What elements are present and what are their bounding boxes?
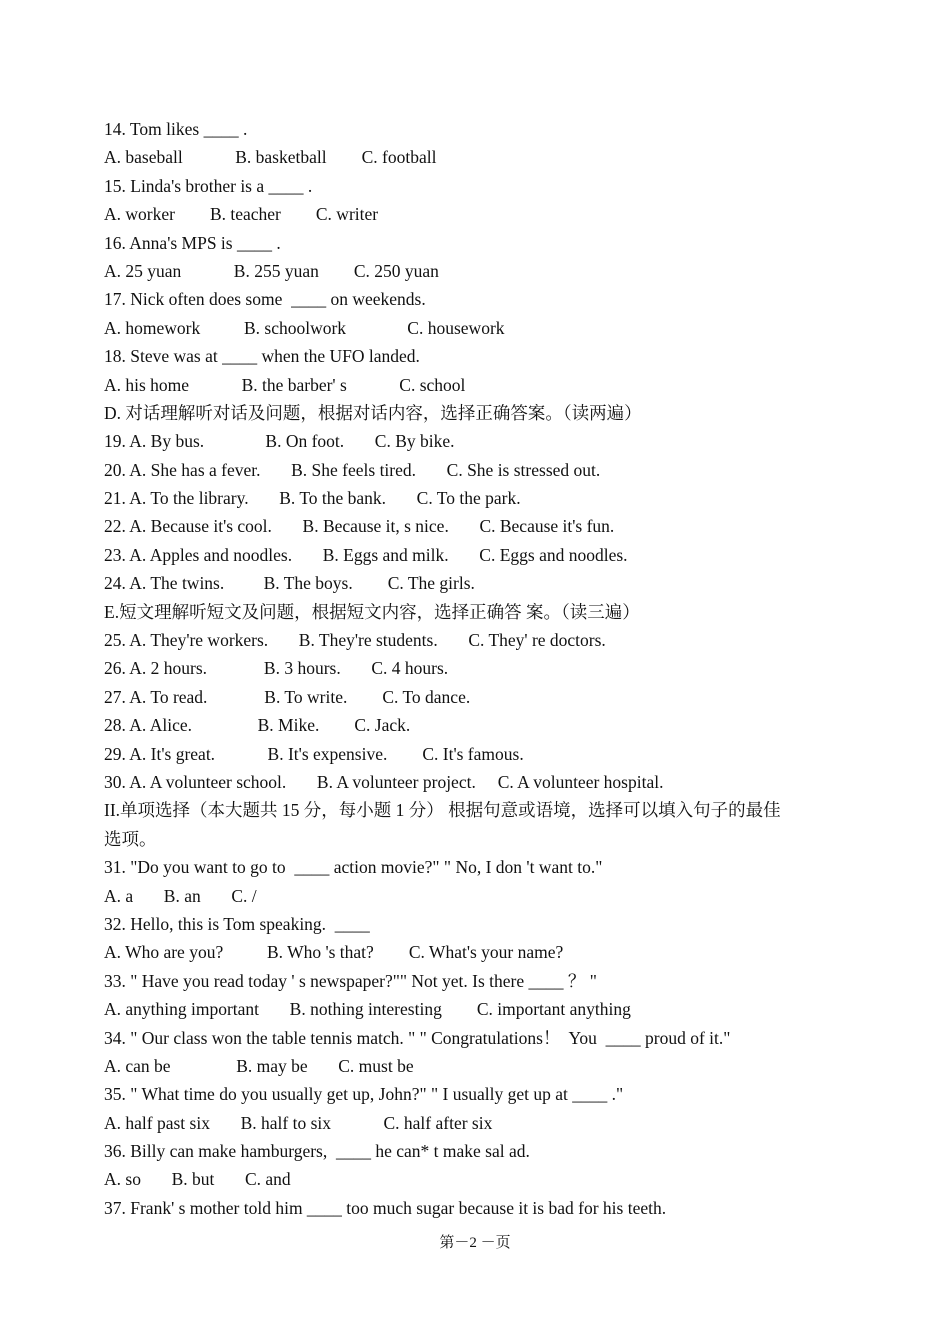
text-line: 16. Anna's MPS is ____ . bbox=[104, 232, 281, 253]
text-line: 22. A. Because it's cool. B. Because it, s nice. C. Because it's fun. bbox=[104, 516, 615, 537]
text-line: 25. A. They're workers. B. They're students. C. They' re doctors. bbox=[104, 630, 606, 651]
page-footer: 第－2 －页 bbox=[439, 1235, 511, 1251]
text-line: A. his home B. the barber' s C. school bbox=[104, 374, 466, 395]
text-line: A. Who are you? B. Who 's that? C. What's your name? bbox=[104, 942, 564, 963]
text-line: A. a B. an C. / bbox=[104, 885, 257, 906]
text-line: A. homework B. schoolwork C. housework bbox=[104, 317, 505, 338]
text-line: 32. Hello, this is Tom speaking. ____ bbox=[104, 913, 370, 934]
text-line: D. 对话理解听对话及问题，根据对话内容，选择正确答案。（读两遍） bbox=[104, 402, 642, 423]
text-line: 24. A. The twins. B. The boys. C. The girls. bbox=[104, 573, 475, 594]
text-line: A. anything important B. nothing interesting C. important anything bbox=[104, 999, 631, 1020]
text-line: 20. A. She has a fever. B. She feels tired. C. She is stressed out. bbox=[104, 459, 601, 480]
text-line: 36. Billy can make hamburgers, ____ he can* t make sal ad. bbox=[104, 1141, 530, 1162]
text-line: 26. A. 2 hours. B. 3 hours. C. 4 hours. bbox=[104, 658, 449, 679]
text-line: E.短文理解听短文及问题，根据短文内容，选择正确答 案。（读三遍） bbox=[104, 601, 640, 622]
text-line: 34. " Our class won the table tennis match. " " Congratulations！ You ____ proud of it." bbox=[104, 1027, 731, 1048]
text-line: 17. Nick often does some ____ on weekends. bbox=[104, 289, 426, 310]
text-line: 28. A. Alice. B. Mike. C. Jack. bbox=[104, 715, 411, 736]
text-line: A. 25 yuan B. 255 yuan C. 250 yuan bbox=[104, 260, 439, 281]
text-line: 21. A. To the library. B. To the bank. C. To the park. bbox=[104, 488, 521, 509]
text-line: 30. A. A volunteer school. B. A volunteer project. C. A volunteer hospital. bbox=[104, 771, 664, 792]
exam-content bbox=[104, 115, 844, 1222]
text-line: 选项。 bbox=[104, 828, 157, 849]
text-line: 31. "Do you want to go to ____ action movie?" " No, I don 't want to." bbox=[104, 857, 603, 878]
text-line: 27. A. To read. B. To write. C. To dance. bbox=[104, 686, 471, 707]
text-line: 35. " What time do you usually get up, John?" " I usually get up at ____ ." bbox=[104, 1084, 624, 1105]
text-line: 33. " Have you read today ' s newspaper?"" Not yet. Is there ____ ？ " bbox=[104, 970, 597, 991]
text-line: A. worker B. teacher C. writer bbox=[104, 204, 379, 225]
text-line: 18. Steve was at ____ when the UFO landed. bbox=[104, 346, 420, 367]
text-line: 23. A. Apples and noodles. B. Eggs and milk. C. Eggs and noodles. bbox=[104, 544, 628, 565]
text-line: 19. A. By bus. B. On foot. C. By bike. bbox=[104, 431, 455, 452]
text-line: 15. Linda's brother is a ____ . bbox=[104, 175, 313, 196]
text-line: A. can be B. may be C. must be bbox=[104, 1055, 414, 1076]
text-line: 37. Frank' s mother told him ____ too much sugar because it is bad for his teeth. bbox=[104, 1197, 667, 1218]
text-line: A. half past six B. half to six C. half after six bbox=[104, 1112, 493, 1133]
text-line: 29. A. It's great. B. It's expensive. C. It's famous. bbox=[104, 743, 524, 764]
text-line: A. baseball B. basketball C. football bbox=[104, 147, 437, 168]
text-line: A. so B. but C. and bbox=[104, 1169, 291, 1190]
text-line: II.单项选择（本大题共 15 分，每小题 1 分） 根据句意或语境，选择可以填入句子的最佳 bbox=[104, 800, 781, 821]
text-line: 14. Tom likes ____ . bbox=[104, 119, 248, 139]
